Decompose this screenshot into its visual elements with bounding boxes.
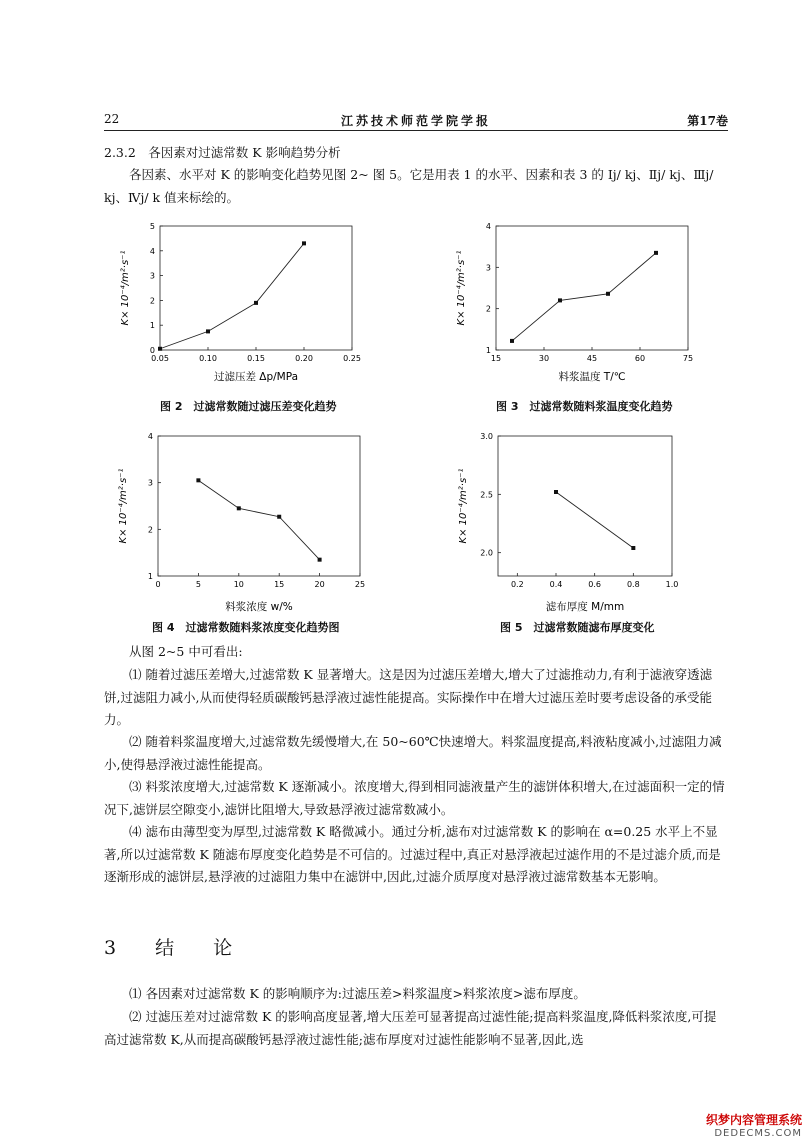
body-paragraph-3: ⑶ 料浆浓度增大,过滤常数 K 逐渐减小。浓度增大,得到相同滤液量产生的滤饼体积增大,在过滤面积一定的情况下,滤饼层空隙变小,滤饼比阻增大,导致悬浮液过滤常数减小。 (104, 779, 725, 817)
data-point (302, 241, 306, 245)
data-point (206, 329, 210, 333)
data-point (237, 506, 241, 510)
figure-4-caption: 图 4 过滤常数随料浆浓度变化趋势图 (152, 621, 340, 634)
x-tick-label: 15 (490, 354, 502, 363)
page-header (104, 112, 728, 131)
page-number: 22 (104, 112, 120, 126)
series-line (160, 243, 304, 348)
plot-frame (498, 436, 672, 576)
x-tick-label: 60 (634, 354, 646, 363)
y-tick-label: 3.0 (480, 432, 493, 441)
y-tick-label: 2.0 (480, 548, 493, 558)
plot-frame (496, 226, 688, 350)
data-point (318, 558, 322, 562)
y-tick-label: 2 (147, 525, 153, 535)
y-tick-label: 1 (147, 572, 153, 581)
x-tick-label: 25 (354, 580, 366, 589)
data-point (554, 490, 558, 494)
x-tick-label: 0.15 (247, 354, 265, 363)
y-tick-label: 3 (485, 263, 491, 273)
watermark-line-2: DEDECMS.COM (714, 1128, 802, 1139)
x-tick-label: 0.6 (588, 580, 602, 589)
y-tick-label: 4 (485, 222, 491, 231)
x-tick-label: 0.8 (626, 580, 640, 589)
y-axis-label: K× 10⁻⁴/m²·s⁻¹ (120, 250, 131, 326)
x-tick-label: 20 (314, 580, 325, 589)
y-tick-label: 4 (149, 246, 155, 256)
conclusion-item-2: ⑵ 过滤压差对过滤常数 K 的影响高度显著,增大压差可显著提高过滤性能;提高料浆温度,降低料浆浓度,可提高过滤常数 K,从而提高碳酸钙悬浮液过滤性能;滤布厚度对过滤性能影响不显著,因此,选 (104, 1009, 717, 1047)
data-point (196, 478, 200, 482)
watermark-line-1: 织梦内容管理系统 (705, 1113, 802, 1127)
figure-5-chart (452, 424, 712, 616)
data-point (254, 301, 258, 305)
x-tick-label: 45 (586, 354, 598, 363)
volume-label: 第17卷 (687, 114, 728, 128)
body-intro: 从图 2~5 中可看出: (129, 644, 243, 659)
figure-4-chart (116, 424, 376, 616)
series-line (198, 480, 319, 559)
x-tick-label: 10 (233, 580, 244, 589)
body-paragraph-4: ⑷ 滤布由薄型变为厚型,过滤常数 K 略微减小。通过分析,滤布对过滤常数 K 的影响在 α=0.25 水平上不显著,所以过滤常数 K 随滤布厚度变化趋势是不可信的。过滤过程中,真正对悬浮液起过滤作用的不是过滤介质,而是逐渐形成的滤饼层,悬浮液的过滤阻力集中在滤饼中,因此,过滤介质厚度对悬浮液过滤常数基本无影响。 (104, 824, 721, 884)
data-point (606, 292, 610, 296)
x-tick-label: 0.2 (510, 580, 524, 589)
x-axis-label: 料浆温度 T/℃ (558, 371, 626, 383)
series-line (512, 253, 656, 341)
y-tick-label: 3 (147, 478, 153, 488)
body-paragraph-2: ⑵ 随着料浆温度增大,过滤常数先缓慢增大,在 50~60℃快速增大。料浆温度提高,料液粘度减小,过滤阻力减小,使得悬浮液过滤性能提高。 (104, 734, 722, 772)
figure-2-caption: 图 2 过滤常数随过滤压差变化趋势 (160, 400, 337, 413)
data-point (158, 347, 162, 351)
x-tick-label: 15 (274, 580, 285, 589)
x-tick-label: 0.4 (549, 580, 563, 589)
y-tick-label: 3 (149, 271, 155, 281)
plot-frame (158, 436, 360, 576)
y-tick-label: 2 (485, 304, 491, 314)
y-axis-label: K× 10⁻⁴/m²·s⁻¹ (458, 468, 469, 544)
x-tick-label: 0.25 (343, 354, 361, 363)
section-intro-paragraph: 各因素、水平对 K 的影响变化趋势见图 2~ 图 5。它是用表 1 的水平、因素和表 3 的 Ⅰj/ kj、Ⅱj/ kj、Ⅲj/ kj、Ⅳj/ k 值来标绘的。 (104, 167, 714, 205)
data-point (558, 298, 562, 302)
y-tick-label: 0 (149, 346, 155, 355)
y-tick-label: 1 (149, 321, 155, 331)
data-point (510, 339, 514, 343)
x-axis-label: 滤布厚度 M/mm (545, 601, 625, 613)
x-tick-label: 0 (155, 580, 161, 589)
data-point (631, 546, 635, 550)
y-tick-label: 2 (149, 296, 155, 306)
y-axis-label: K× 10⁻⁴/m²·s⁻¹ (118, 468, 129, 544)
y-tick-label: 4 (147, 432, 153, 441)
conclusion-item-1: ⑴ 各因素对过滤常数 K 的影响顺序为:过滤压差>料浆温度>料浆浓度>滤布厚度。 (129, 986, 586, 1001)
x-tick-label: 5 (195, 580, 201, 589)
section-heading-2-3-2: 2.3.2 各因素对过滤常数 K 影响趋势分析 (104, 145, 341, 160)
x-tick-label: 1.0 (665, 580, 679, 589)
watermark (706, 1111, 802, 1139)
plot-frame (160, 226, 352, 350)
section-heading-conclusion: 3 结 论 (104, 937, 243, 959)
x-axis-label: 料浆浓度 w/% (225, 601, 293, 613)
y-tick-label: 1 (485, 346, 491, 355)
figure-2-chart (116, 218, 376, 390)
series-line (556, 492, 633, 548)
x-tick-label: 30 (538, 354, 550, 363)
x-axis-label: 过滤压差 Δp/MPa (213, 371, 299, 383)
figure-5-caption: 图 5 过滤常数随滤布厚度变化 (500, 621, 655, 634)
y-axis-label: K× 10⁻⁴/m²·s⁻¹ (456, 250, 467, 326)
x-tick-label: 0.20 (295, 354, 313, 363)
x-tick-label: 0.05 (151, 354, 169, 363)
data-point (654, 251, 658, 255)
body-paragraph-1: ⑴ 随着过滤压差增大,过滤常数 K 显著增大。这是因为过滤压差增大,增大了过滤推动力,有利于滤液穿透滤饼,过滤阻力减小,从而使得轻质碳酸钙悬浮液过滤性能提高。实际操作中在增大过滤压差时要考虑设备的承受能力。 (104, 667, 713, 727)
figure-3-chart (452, 218, 712, 390)
data-point (277, 515, 281, 519)
x-tick-label: 0.10 (199, 354, 217, 363)
y-tick-label: 5 (149, 222, 155, 231)
x-tick-label: 75 (682, 354, 694, 363)
journal-name: 江苏技术师范学院学报 (340, 114, 491, 128)
y-tick-label: 2.5 (480, 490, 493, 500)
figure-3-caption: 图 3 过滤常数随料浆温度变化趋势 (496, 400, 673, 413)
